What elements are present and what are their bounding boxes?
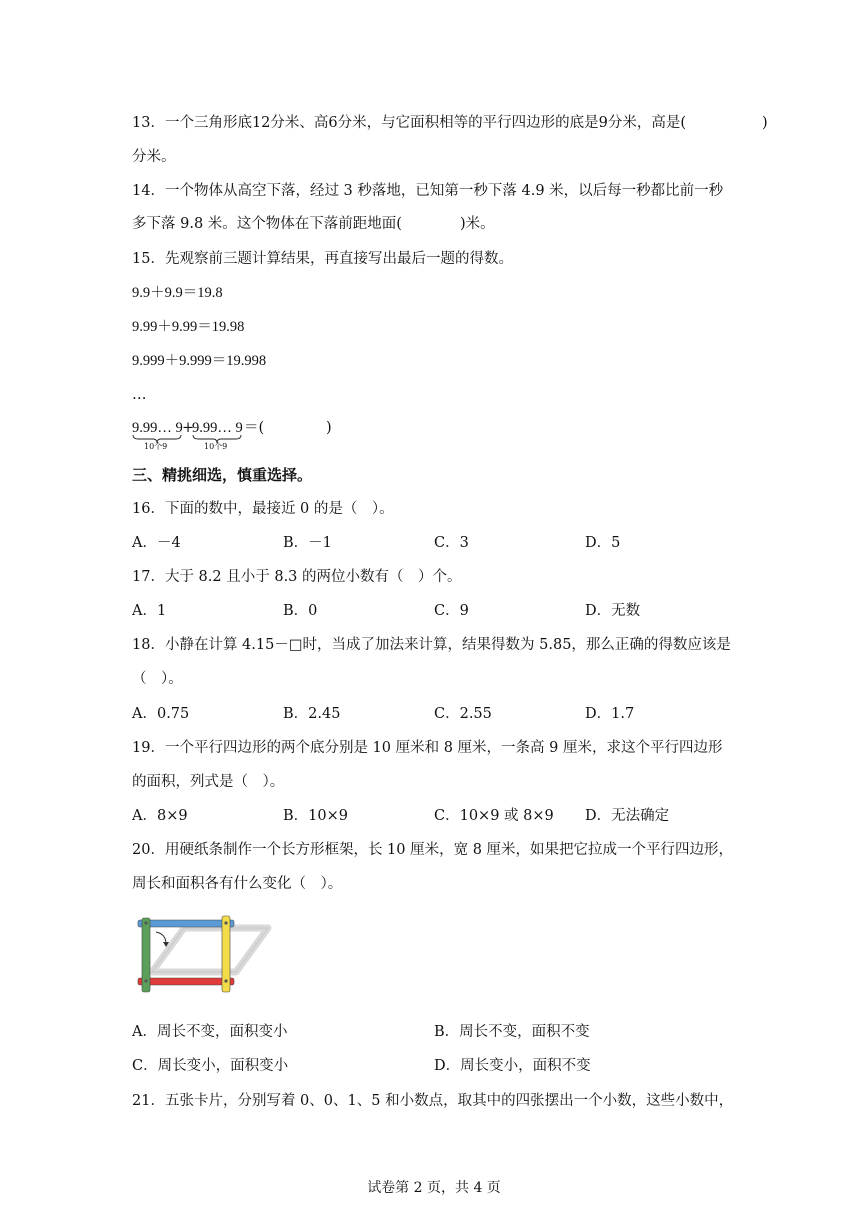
q20-option-a: A．周长不变，面积变小 (132, 1024, 288, 1040)
q18-option-a: A．0.75 (132, 706, 190, 722)
q18-option-c: C．2.55 (434, 706, 492, 722)
page-footer: 试卷第 2 页，共 4 页 (367, 1180, 501, 1196)
q15-final-equation (132, 418, 392, 458)
q18-option-b: B．2.45 (283, 706, 341, 722)
bottom-strip (138, 978, 234, 985)
q15-answer-close: ) (326, 420, 332, 436)
q15-eq2: 9.99＋9.99＝19.98 (132, 319, 245, 335)
q19-option-d: D．无法确定 (585, 808, 670, 824)
q19-option-a: A．8×9 (132, 808, 188, 824)
q17-stem: 17．大于 8.2 且小于 8.3 的两位小数有（ ）个。 (132, 569, 462, 585)
q16-option-d: D．5 (585, 535, 621, 551)
q15-equals-open: ＝( (244, 420, 265, 436)
q19-option-c: C．10×9 或 8×9 (434, 808, 554, 824)
underbrace-label-1: 10个9 (144, 442, 168, 451)
q17-option-d: D．无数 (585, 603, 641, 619)
top-strip (138, 920, 234, 927)
q17-option-c: C．9 (434, 603, 469, 619)
q18-line2: （ ）。 (132, 671, 183, 687)
q13-answer-close: ) (762, 115, 768, 131)
ghost-parallelogram (152, 928, 268, 972)
q14-line2: 多下落 9.8 米。这个物体在下落前距地面( )米。 (132, 216, 495, 232)
q15-eq1: 9.9＋9.9＝19.8 (132, 285, 223, 301)
q15-stem: 15．先观察前三题计算结果，再直接写出最后一题的得数。 (132, 251, 513, 267)
q16-option-c: C．3 (434, 535, 469, 551)
q18-line1: 18．小静在计算 4.15－□时，当成了加法来计算，结果得数为 5.85，那么正确的得数应该是 (132, 637, 731, 653)
frame-figure (132, 910, 272, 1000)
q20-option-b: B．周长不变，面积不变 (434, 1024, 590, 1040)
q15-term-1: 9.99… 9 (132, 420, 183, 436)
q15-eq3: 9.999＋9.999＝19.998 (132, 353, 267, 369)
q19-line1: 19．一个平行四边形的两个底分别是 10 厘米和 8 厘米，一条高 9 厘米，求这个平行四边形 (132, 740, 723, 756)
q19-line2: 的面积，列式是（ ）。 (132, 774, 285, 790)
section-title: 三、精挑细选，慎重选择。 (132, 466, 313, 484)
q19-option-b: B．10×9 (283, 808, 348, 824)
q20-line2: 周长和面积各有什么变化（ ）。 (132, 876, 343, 892)
q14-line1: 14．一个物体从高空下落，经过 3 秒落地，已知第一秒下落 4.9 米，以后每一秒都比前一秒 (132, 183, 724, 199)
q16-option-a: A．－4 (132, 535, 181, 551)
q20-option-d: D．周长变小，面积不变 (434, 1058, 591, 1074)
q16-stem: 16．下面的数中，最接近 0 的是（ ）。 (132, 501, 394, 517)
q15-ellipsis: … (132, 387, 147, 403)
q13-line2: 分米。 (132, 149, 176, 165)
q21-line1: 21．五张卡片，分别写着 0、0、1、5 和小数点，取其中的四张摆出一个小数，这些小数中， (132, 1093, 734, 1109)
q18-option-d: D．1.7 (585, 706, 635, 722)
q15-term-2: 9.99… 9 (192, 420, 243, 436)
q20-line1: 20．用硬纸条制作一个长方形框架，长 10 厘米，宽 8 厘米，如果把它拉成一个平行四边形， (132, 842, 734, 858)
q16-option-b: B．－1 (283, 535, 332, 551)
q17-option-b: B．0 (283, 603, 318, 619)
q17-option-a: A．1 (132, 603, 167, 619)
q13-line1: 13．一个三角形底12分米、高6分米，与它面积相等的平行四边形的底是9分米，高是( (132, 115, 687, 131)
underbrace-label-2: 10个9 (204, 442, 228, 451)
q20-option-c: C．周长变小，面积变小 (132, 1058, 289, 1074)
plus-sign: + (182, 420, 195, 436)
